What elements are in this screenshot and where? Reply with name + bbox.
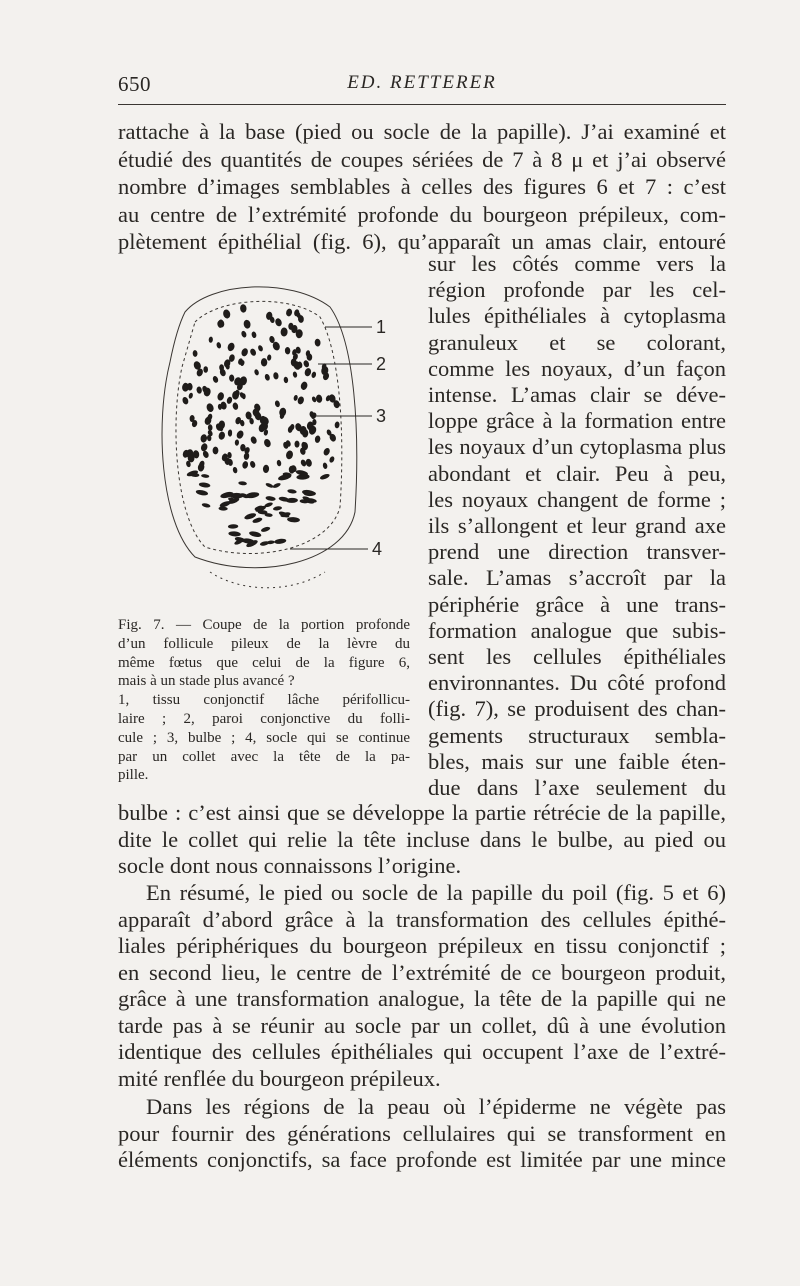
text-line: lules épithéliales à cytoplasma [428,303,726,329]
text-line: pour fournir des générations cellulaires qui se transforment en [118,1120,726,1146]
caption-line: mais à un stade plus avancé ? [118,673,295,690]
text-line: socle dont nous connaissons l’origine. [118,853,462,878]
text-line: En résumé, le pied ou socle de la papille du poil (fig. 5 et 6) [146,880,726,905]
running-header [118,72,726,102]
cell-nucleus [249,530,262,537]
text-line: sur les côtés comme vers la [428,251,726,276]
running-title: ED. RETTERER [347,72,497,93]
cell-nucleus [222,309,231,320]
cell-nucleus [205,402,214,413]
text-line: au centre de l’extrémité profonde du bourgeon prépileux, com- [118,201,726,227]
cell-nucleus [227,452,232,459]
cell-nucleus [285,308,293,317]
cell-nucleus [263,438,272,448]
cell-nucleus [328,456,335,464]
follicle-outline [162,287,357,588]
text-line: les noyaux d’un cytoplasma plus [428,434,726,460]
cell-nucleus [240,330,247,338]
cell-nucleus [263,465,270,474]
cell-nucleus [274,317,283,327]
cell-nucleus [200,442,209,452]
cell-nucleus [243,452,249,460]
cell-nucleus [260,526,270,533]
text-line: les noyaux changent de forme ; [428,486,726,512]
cell-nucleus [249,348,257,357]
cell-nucleus [218,506,227,510]
cell-nucleus [311,371,317,378]
cell-nucleus [300,381,308,391]
page-number: 650 [118,72,151,96]
cell-nucleus [261,358,267,366]
cell-nucleus [304,491,316,496]
text-line: Dans les régions de la peau où l’épiderme ne végète pas [146,1094,726,1119]
text-line: formation analogue que subis- [428,617,726,643]
cell-nucleus [202,450,210,459]
cell-nucleus [314,435,321,443]
caption-line: d’un follicule pileux de la lèvre du [118,635,410,652]
cell-nucleus [216,342,222,349]
cell-nucleus [304,367,312,377]
cell-nucleus [265,496,276,502]
text-line: prend une direction transver- [428,539,726,565]
cell-nucleus [212,447,218,455]
cell-nucleus [238,481,247,486]
cell-nucleus [257,344,264,352]
cell-nucleus [229,374,235,381]
cell-nucleus [305,458,313,467]
cell-nucleus [295,441,300,448]
cell-nucleus [278,407,286,417]
caption-line: 1, tissu conjonctif lâche périfollicu- [118,692,410,709]
cell-nucleus [272,482,281,489]
cell-nucleus [201,503,210,509]
figure-label-4: 4 [372,539,383,559]
cell-nucleus [322,447,331,457]
cell-nucleus [283,376,288,383]
text-line: identique des cellules épithéliales qui occupent l’axe de l’extré- [118,1039,726,1064]
cell-nucleus [265,482,274,489]
cell-nucleus [303,360,310,369]
cell-nucleus [252,517,263,524]
text-line: grâce à une transformation analogue, la tête de la papille qui ne [118,986,726,1011]
cell-nuclei [181,304,340,549]
caption-line: par un collet avec la tête de la pa- [118,748,410,765]
cell-nucleus [334,421,339,428]
text-line: en second lieu, le centre de l’extrémité de ce bourgeon produit, [118,959,726,985]
figure-caption [118,616,410,785]
paragraph-3 [118,1094,726,1174]
text-line: apparaît d’abord grâce à la transformation des cellules épithé- [118,906,726,932]
text-line: sent les cellules épithéliales [428,644,726,670]
paragraph-1-end [118,800,726,880]
cell-nucleus [235,429,244,439]
cell-nucleus [264,373,271,381]
cell-nucleus [232,466,238,473]
cell-nucleus [228,531,241,537]
figure-label-3: 3 [376,406,387,426]
cell-nucleus [273,372,279,380]
text-line: nombre d’images semblables à celles des figures 6 et 7 : c’est [118,174,726,199]
text-line: (fig. 7), se produisent des chan- [428,696,726,722]
cell-nucleus [243,319,251,329]
cell-nucleus [240,304,247,313]
header-rule [118,104,726,105]
follicle-drawing [140,272,420,602]
cell-nucleus [250,436,258,445]
cell-nucleus [203,366,208,373]
cell-nucleus [196,386,202,394]
cell-nucleus [300,459,307,467]
cell-nucleus [287,517,300,523]
cell-nucleus [276,460,282,467]
text-line: rattache à la base (pied ou socle de la papille). J’ai examiné et [118,119,726,144]
cell-nucleus [314,338,321,346]
cell-nucleus [274,538,287,544]
caption-line: cule ; 3, bulbe ; 4, socle qui se continue [118,729,410,746]
paragraph-2 [118,880,726,1092]
cell-nucleus [235,439,240,445]
cell-nucleus [273,506,283,511]
text-line: ils s’allongent et leur grand axe [428,513,726,539]
cell-nucleus [227,342,236,352]
cell-nucleus [228,524,239,529]
text-line: intense. L’amas clair se déve- [428,382,726,408]
cell-nucleus [239,492,249,499]
text-line: plètement épithélial (fig. 6), qu’apparaît un amas clair, entouré [118,229,726,254]
caption-line: même fœtus que celui de la figure 6, [118,654,410,671]
cell-nucleus [226,396,233,404]
cell-nucleus [208,424,213,431]
cell-nucleus [218,431,226,440]
caption-line: pille. [118,767,149,784]
text-line: bles, mais sur une faible éten- [428,748,726,774]
cell-nucleus [212,375,219,383]
cell-nucleus [297,396,305,406]
paragraph-1-top [118,118,726,256]
text-line: périphérie grâce à une trans- [428,591,726,617]
cell-nucleus [192,350,197,357]
cell-nucleus [251,331,257,339]
cell-nucleus [322,462,328,469]
figure-label-1: 1 [376,317,387,337]
caption-line: Fig. 7. — Coupe de la portion profonde [118,617,410,633]
cell-nucleus [217,392,225,402]
cell-nucleus [242,461,249,470]
cell-nucleus [232,402,239,410]
text-line: bulbe : c’est ainsi que se développe la partie rétrécie de la papille, [118,800,726,825]
paragraph-1-column [428,251,726,801]
cell-nucleus [293,395,298,402]
text-line: granuleux et se colorant, [428,329,726,355]
cell-nucleus [208,336,213,343]
cell-nucleus [278,510,290,518]
text-line: due dans l’axe seulement du [428,775,726,801]
text-line: comme les noyaux, d’un façon [428,355,726,381]
cell-nucleus [287,489,297,494]
text-line: étudié des quantités de coupes sériées de 7 à 8 μ et j’ai observé [118,146,726,172]
cell-nucleus [188,392,194,399]
text-line: gements structuraux sembla- [428,722,726,748]
text-line: loppe grâce à la formation entre [428,408,726,434]
text-line: région profonde par les cel- [428,277,726,303]
cell-nucleus [274,400,280,408]
cell-nucleus [254,369,260,376]
text-line: tarde pas à se réunir au socle par un collet, dû à une évolution [118,1012,726,1038]
cell-nucleus [267,354,272,361]
cell-nucleus [319,473,330,481]
text-line: abondant et clair. Peu à peu, [428,460,726,486]
cell-nucleus [195,489,208,496]
caption-line: laire ; 2, paroi conjonctive du folli- [118,710,410,727]
text-line: environnantes. Du côté profond [428,670,726,696]
text-line: sale. L’amas s’accroît par la [428,565,726,591]
text-line: éléments conjonctifs, sa face profonde est limitée par une mince [118,1147,726,1172]
cell-nucleus [201,474,210,479]
figure-7-illustration [140,272,420,602]
cell-nucleus [315,394,322,403]
cell-nucleus [285,450,294,460]
cell-nucleus [200,434,208,443]
figure-label-2: 2 [376,354,387,374]
cell-nucleus [240,347,249,357]
text-line: dite le collet qui relie la tête incluse dans le bulbe, au pied ou [118,826,726,852]
cell-nucleus [199,482,211,488]
cell-nucleus [280,327,287,336]
cell-nucleus [249,460,256,468]
cell-nucleus [285,347,291,355]
cell-nucleus [181,396,189,405]
text-line: liales périphériques du bourgeon prépileux en tissu conjonctif ; [118,933,726,958]
text-line: mité renflée du bourgeon prépileux. [118,1065,441,1091]
cell-nucleus [292,371,297,378]
